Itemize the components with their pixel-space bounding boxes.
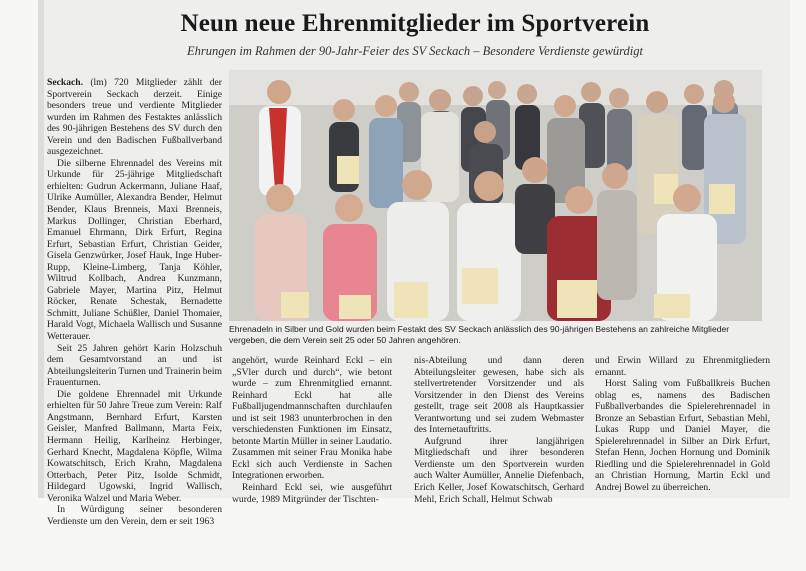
paragraph-silver-honors: Die silberne Ehrennadel des Vereins mit Urkunde für 25-jährige Mitgliedschaft erhielten: Gudrun Ackermann, Juliane Haaf, Ulrike Aumüller, Alexandra Bender, Helmut Bender, Klaus Brenneis, Maxi Brenneis, Markus Dollinger, Christian Eberhard, Emanuel Ehrmann, Dirk Erfurt, Regina Erfurt, Sebastian Erfurt, Christian Geider, Gisela Genzwürker, Josef Hauk, Inge Huber-Rupp, Kleine-Limberg, Tanja Köhler, Wiltrud Kollbach, Andrea Kunzmann, Gabriele Mayer, Martina Pitz, Helmut Röcker, Renate Schestak, Bernadette Schmitt, Juliane Schüßler, Daniel Thomaier, Harald Vogt, Michaela Wallisch und Susanne Wetterauer. [47, 157, 222, 343]
paragraph-eckl-intro: In Würdigung seiner besonderen Verdienste um den Verein, dem er seit 1963 [47, 504, 222, 527]
paragraph-player-pins: Horst Saling vom Fußballkreis Buchen oblag es, namens des Badischen Fußballverbandes die Spielerehrennadel in Bronze an Sebastian Erfurt, Sebastian Mehl, Lukas Rupp und Daniel Mayer, die Spielerehrennadel in Silber an Dirk Erfurt, Stefan Henn, Jochen Hornung und Dominik Riedling und die Spielerehrennadel in Gold an Christian Hornung, Martin Eckl und Andrej Bowel zu überreichen. [595, 378, 770, 494]
article-column-2 [232, 355, 392, 505]
paragraph-honorary-members: Aufgrund ihrer langjährigen Mitgliedschaft und ihrer besonderen Verdienste um den Sportverein wurden auch Walter Aumüller, Annelie Diefenbach, Erich Keller, Josef Kowatschitsch, Gerhard Mehl, Erich Schall, Helmut Schwab [414, 435, 584, 505]
paragraph-gold-honors: Die goldene Ehrennadel mit Urkunde erhielten für 50 Jahre Treue zum Verein: Ralf Angstmann, Bernhard Erfurt, Karsten Geisler, Manfred Ballmann, Marta Feix, Hermann Heilig, Karlheinz Herbinger, Gerhard Knecht, Magdalena Köpfle, Wilma Kowatschitsch, Erich Krahn, Magdalena Otterbach, Peter Pitz, Isolde Schmidt, Hildegard Ugowski, Ingrid Wallisch, Veronika Walzel und Maria Weber. [47, 388, 222, 504]
photo-caption: Ehrenadeln in Silber und Gold wurden beim Festakt des SV Seckach anlässlich des 90-jährigen Bestehens an zahlreiche Mitglieder vergeben, die dem Verein seit 25 oder 50 Jahren angehören. [229, 324, 730, 345]
group-photo-illustration [229, 70, 762, 321]
paragraph-eckl-founder: Reinhard Eckl sei, wie ausgeführt wurde, 1989 Mitgründer der Tischten- [232, 482, 392, 505]
intro-text: (lm) 720 Mitglieder zählt der Sportverein Seckach derzeit. Einige besonders treue und verdiente Mitglieder wurden im Rahmen des Festaktes anlässlich des 90-jährigen Bestehens des SV durch den Verein und den Badischen Fußballverband ausgezeichnet. [47, 77, 222, 158]
dateline: Seckach. [47, 77, 83, 88]
article-column-3 [414, 355, 584, 505]
paragraph-honorary-end: und Erwin Willard zu Ehrenmitgliedern ernannt. [595, 355, 770, 378]
paragraph-eckl-honor: angehört, wurde Reinhard Eckl – ein „SVler durch und durch“, wie betont wurde – zum Ehrenmitglied ernannt. Reinhard Eckl hat alle Fußballjugendmannschaften durchlaufen und ist seit 1983 ununterbrochen in den verschiedensten Funktionen im Einsatz, betonte Martin Müller in seiner Laudatio. Zusammen mit seiner Frau Monika habe Eckl sich auch Verdienste in Sachen Integrationen erworben. [232, 355, 392, 482]
scan-edge-shadow [38, 0, 44, 498]
paragraph-intro [47, 77, 222, 158]
subheadline: Ehrungen im Rahmen der 90-Jahr-Feier des SV Seckach – Besondere Verdienste gewürdigt [187, 44, 643, 58]
paragraph-board: Seit 25 Jahren gehört Karin Holzschuh dem Gesamtvorstand an und ist Abteilungsleiterin Turnen und Trainerin beim Frauenturnen. [47, 342, 222, 389]
group-photo [229, 70, 762, 321]
headline: Neun neue Ehrenmitglieder im Sportverein [180, 10, 650, 37]
article-column-4 [595, 355, 770, 494]
paragraph-eckl-roles: nis-Abteilung und dann deren Abteilungsleiter gewesen, habe sich als stellvertretender Vorsitzender und als Vorsitzender in den Dienst des Vereins gestellt, trage seit 2008 als Hauptkassier Verantwortung und sei zudem Webmaster des Internetauftritts. [414, 355, 584, 436]
article-column-1 [47, 77, 222, 527]
